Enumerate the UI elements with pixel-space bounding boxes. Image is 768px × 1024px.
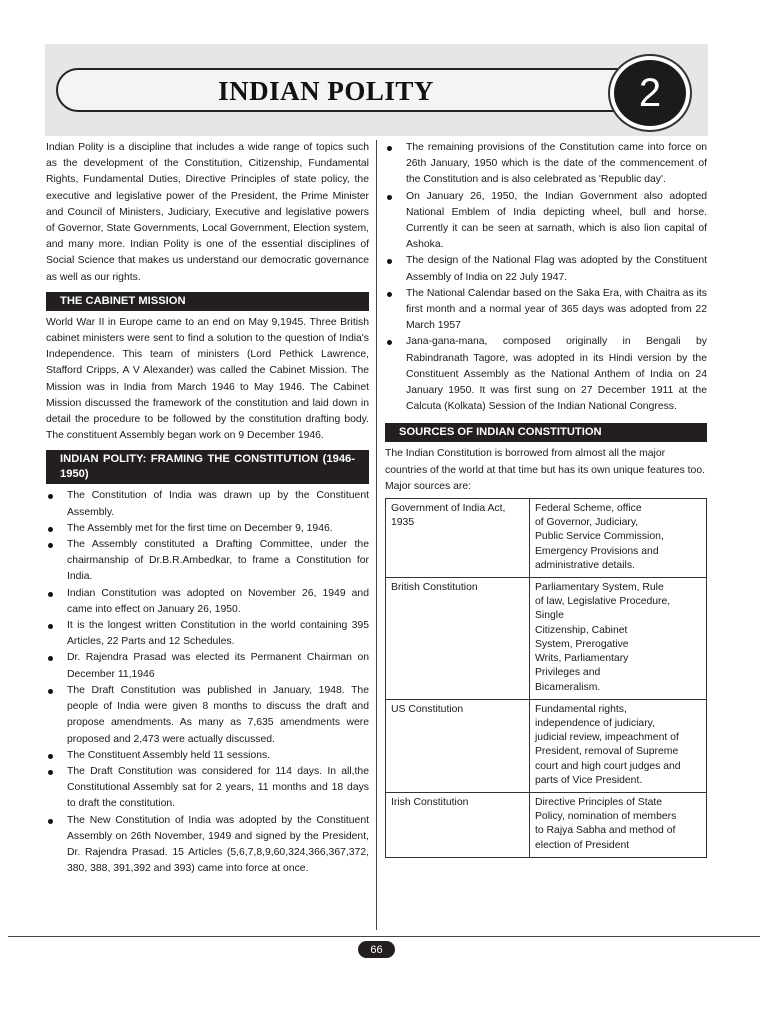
table-row	[386, 792, 707, 857]
feature-line: Citizenship, Cabinet	[535, 624, 628, 636]
feature-line: election of President	[535, 839, 630, 851]
list-item: The Draft Constitution was considered for 114 days. In all,the Constitutional Assembly sat for 2 years, 11 months and 18 days to draft the constitution.	[46, 764, 369, 813]
feature-line: to Rajya Sabha and method of	[535, 825, 676, 837]
table-row	[386, 499, 707, 578]
feature-line: Parliamentary System, Rule	[535, 582, 664, 594]
page-number: 66	[358, 941, 395, 958]
list-item: The National Calendar based on the Saka Era, with Chaitra as its first month and a normal year of 365 days was adopted from 22 March 1957	[385, 286, 707, 335]
list-item: The Assembly met for the first time on December 9, 1946.	[46, 521, 369, 537]
feature-line: Public Service Commission,	[535, 531, 664, 543]
chapter-number: 2	[614, 60, 686, 126]
column-divider	[376, 140, 377, 930]
feature-line: Writs, Parliamentary	[535, 653, 629, 665]
feature-line: judicial review, impeachment of	[535, 732, 679, 744]
list-item: On January 26, 1950, the Indian Government also adopted National Emblem of India depicting wheel, bull and horse. Currently it can be seen at sarnath, which is also lion capital of Ashoka.	[385, 189, 707, 254]
left-column	[46, 140, 369, 877]
list-item: Indian Constitution was adopted on November 26, 1949 and came into effect on January 26, 1950.	[46, 586, 369, 618]
source-name-cell: US Constitution	[386, 699, 530, 792]
feature-line: Emergency Provisions and	[535, 545, 659, 557]
list-item: The New Constitution of India was adopted by the Constituent Assembly on 26th November, 1949 and signed by the President, Dr. Rajendra Prasad. 15 Articles (5,6,7,8,9,60,324,366,367,372, 380, 388, 391,392 and 393) came into force at once.	[46, 813, 369, 878]
feature-line: parts of Vice President.	[535, 774, 643, 786]
list-item: The Draft Constitution was published in January, 1948. The people of India were given 8 months to discuss the draft and propose amendments. As many as 7,635 amendments were proposed and 2,473 were actually discussed.	[46, 683, 369, 748]
source-features-cell	[530, 792, 707, 857]
national-symbols-bullet-list	[385, 140, 707, 415]
list-item: Dr. Rajendra Prasad was elected its Permanent Chairman on December 11,1946	[46, 650, 369, 682]
source-name-cell: British Constitution	[386, 578, 530, 700]
feature-line: Policy, nomination of members	[535, 811, 677, 823]
source-features-cell	[530, 578, 707, 700]
feature-line: administrative details.	[535, 559, 635, 571]
cabinet-mission-paragraph: World War II in Europe came to an end on May 9,1945. Three British cabinet ministers were sent to find a solution to the question of India's Independence. This team of ministers (Lord Pethick Lawrence, Stafford Cripps, A V Alexander) was called the Cabinet Mission. The Mission was in India from March 1946 to May 1946. The Cabinet Mission discussed the framework of the constitution and laid down in detail the procedure to be followed by the constitution drafting body. The constituent Assembly began work on 9 December 1946.	[46, 316, 369, 442]
cabinet-mission-heading: THE CABINET MISSION	[46, 292, 369, 311]
source-name-cell: Government of India Act, 1935	[386, 499, 530, 578]
feature-line: Privileges and	[535, 667, 601, 679]
footer-rule	[8, 936, 760, 937]
intro-paragraph: Indian Polity is a discipline that includes a wide range of topics such as the development of the Constitution, Citizenship, Fundamental Rights, Fundamental Duties, Directive Principles of state policy, the executive and legislative power of the President, the Prime Minister and Council of Ministers, Judiciary, Executive and legislative powers of Governor, State Governments, Local Government, Election system, and many more. Indian Polity is one of the essential disciplines of Social Science that makes us understand our democratic governance as well as our rights.	[46, 142, 369, 283]
sources-intro: The Indian Constitution is borrowed from almost all the major countries of the world at that time but has its own unique features too. Major sources are:	[385, 448, 705, 492]
feature-line: independence of judiciary,	[535, 717, 655, 729]
feature-line: System, Prerogative	[535, 638, 629, 650]
table-row	[386, 699, 707, 792]
source-name-cell: Irish Constitution	[386, 792, 530, 857]
table-row	[386, 578, 707, 700]
framing-constitution-heading: INDIAN POLITY: FRAMING THE CONSTITUTION (1946-1950)	[46, 450, 369, 484]
list-item: The remaining provisions of the Constitution came into force on 26th January, 1950 which is the date of the commencement of the Constitution and is also celebrated as 'Republic day'.	[385, 140, 707, 189]
feature-line: of law, Legislative Procedure,	[535, 596, 671, 608]
list-item: It is the longest written Constitution in the world containing 395 Articles, 22 Parts and 12 Schedules.	[46, 618, 369, 650]
feature-line: Single	[535, 610, 564, 622]
source-features-cell	[530, 499, 707, 578]
list-item: The Constitution of India was drawn up by the Constituent Assembly.	[46, 488, 369, 520]
feature-line: President, removal of Supreme	[535, 746, 679, 758]
feature-line: Federal Scheme, office	[535, 503, 642, 515]
sources-table	[385, 498, 707, 858]
right-column	[385, 140, 707, 858]
source-features-cell	[530, 699, 707, 792]
list-item: Jana-gana-mana, composed originally in Bengali by Rabindranath Tagore, was adopted in its Hindi version by the Constituent Assembly as the National Anthem of India on 24 January 1950. It was first sung on 27 December 1911 at the Calcuta (Kolkata) Session of the Indian National Congress.	[385, 334, 707, 415]
feature-line: court and high court judges and	[535, 760, 681, 772]
list-item: The Assembly constituted a Drafting Committee, under the chairmanship of Dr.B.R.Ambedkar, to frame a Constitution for India.	[46, 537, 369, 586]
feature-line: Bicameralism.	[535, 681, 601, 693]
framing-bullet-list	[46, 488, 369, 877]
feature-line: of Governor, Judiciary,	[535, 517, 639, 529]
feature-line: Directive Principles of State	[535, 796, 663, 808]
sources-heading: SOURCES OF INDIAN CONSTITUTION	[385, 423, 707, 442]
list-item: The Constituent Assembly held 11 sessions.	[46, 748, 369, 764]
page-title: INDIAN POLITY	[218, 76, 434, 106]
feature-line: Fundamental rights,	[535, 703, 627, 715]
list-item: The design of the National Flag was adopted by the Constituent Assembly of India on 22 July 1947.	[385, 253, 707, 285]
